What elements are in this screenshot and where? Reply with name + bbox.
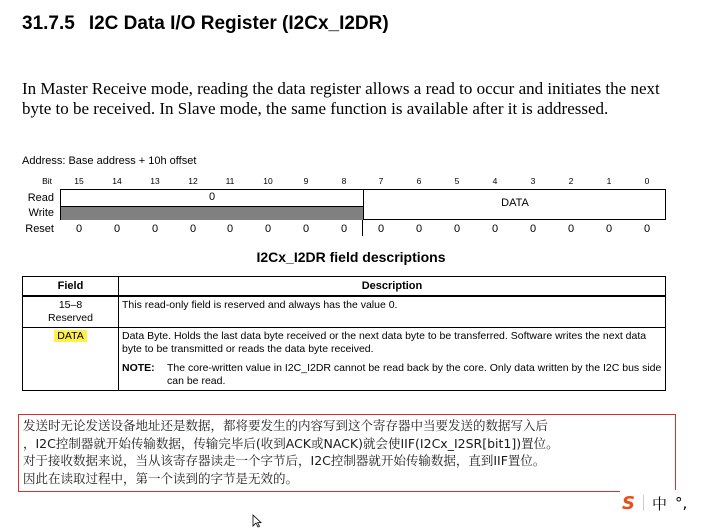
column-header-field: Field	[23, 277, 119, 296]
reset-value: 0	[491, 223, 499, 235]
reserved-write-shade	[61, 207, 363, 220]
bit-number: 6	[416, 176, 422, 186]
description-cell	[119, 327, 666, 390]
address-offset: Address: Base address + 10h offset	[22, 155, 197, 167]
write-row-label: Write	[28, 207, 54, 219]
reset-value: 0	[302, 223, 310, 235]
table-header-row	[23, 277, 666, 296]
bit-number: 2	[568, 176, 574, 186]
reset-value: 0	[75, 223, 83, 235]
annotation-line: 因此在读取过程中，第一个读到的字节是无效的。	[23, 470, 299, 486]
field-descriptions-table	[22, 276, 666, 391]
annotation-line: ，I2C控制器就开始传输数据，传输完毕后(收到ACK或NACK)就会使IIF(I2Cx_I2SR[bit1])置位。	[23, 435, 559, 451]
note-label: NOTE:	[122, 361, 155, 374]
table-row	[23, 327, 666, 390]
bit-number: 0	[644, 176, 650, 186]
note-block	[122, 362, 662, 388]
reset-value: 0	[453, 223, 461, 235]
section-number: 31.7.5	[22, 13, 75, 34]
reset-divider	[362, 220, 363, 236]
bit-label: Bit	[42, 176, 52, 186]
reset-value: 0	[226, 223, 234, 235]
reserved-read-value: 0	[208, 191, 216, 203]
reset-value: 0	[113, 223, 121, 235]
field-cell	[23, 327, 119, 390]
bit-number: 14	[112, 176, 122, 186]
field-cell	[23, 296, 119, 328]
bit-number: 15	[74, 176, 84, 186]
field-name: Reserved	[48, 311, 93, 324]
intro-paragraph: In Master Receive mode, reading the data register allows a read to occur and initiates the next byte to be received. In Slave mode, the same function is available after it is addressed.	[22, 79, 660, 118]
reset-value: 0	[340, 223, 348, 235]
section-title: I2C Data I/O Register (I2Cx_I2DR)	[88, 13, 389, 34]
mouse-cursor-icon	[252, 514, 262, 528]
bit-number: 12	[188, 176, 198, 186]
annotation-line: 对于接收数据来说，当从该寄存器读走一个字节后，I2C控制器就开始传输数据，直到IIF置位。	[23, 453, 546, 468]
bit-number: 5	[454, 176, 460, 186]
section-heading	[22, 13, 389, 35]
register-fields-box	[60, 189, 666, 220]
ime-toolbar[interactable]	[620, 490, 702, 516]
reset-value: 0	[415, 223, 423, 235]
reset-value: 0	[264, 223, 272, 235]
reset-value: 0	[377, 223, 385, 235]
sogou-logo-icon[interactable]: S	[622, 492, 635, 514]
bit-number: 4	[492, 176, 498, 186]
note-text: The core-written value in I2C_I2DR cannot be read back by the core. Only data written by the I2C bus side can be read.	[167, 361, 662, 387]
highlighted-field-name: DATA	[54, 330, 86, 342]
reset-value: 0	[151, 223, 159, 235]
ime-separator	[643, 495, 644, 511]
ime-language-toggle[interactable]: 中	[651, 494, 667, 513]
bit-number: 8	[341, 176, 347, 186]
description-text: Data Byte. Holds the last data byte received or the next data byte to be transferred. Software writes the next data byte to be transmitted or reads the data byte received.	[122, 329, 647, 355]
bit-number: 7	[378, 176, 384, 186]
bit-number: 1	[606, 176, 612, 186]
annotation-line: 发送时无论发送设备地址还是数据，都将要发生的内容写到这个寄存器中当要发送的数据写入后	[23, 418, 549, 433]
reset-row-label: Reset	[25, 223, 54, 235]
reset-value: 0	[605, 223, 613, 235]
field-bits: 15–8	[58, 298, 83, 311]
bit-number: 10	[263, 176, 273, 186]
table-row	[23, 296, 666, 328]
description-cell: This read-only field is reserved and always has the value 0.	[119, 296, 666, 328]
reset-value: 0	[529, 223, 537, 235]
table-title: I2Cx_I2DR field descriptions	[256, 249, 446, 265]
reset-value: 0	[567, 223, 575, 235]
reset-value: 0	[189, 223, 197, 235]
read-row-label: Read	[27, 192, 54, 204]
bit-number: 13	[150, 176, 160, 186]
bit-number: 11	[225, 176, 235, 186]
ime-punctuation-toggle[interactable]: °,	[674, 494, 688, 512]
reset-value: 0	[643, 223, 651, 235]
column-header-description: Description	[119, 277, 666, 296]
data-field-label: DATA	[501, 197, 529, 209]
annotation-box	[18, 414, 676, 492]
bit-number: 3	[530, 176, 536, 186]
bit-number: 9	[303, 176, 309, 186]
